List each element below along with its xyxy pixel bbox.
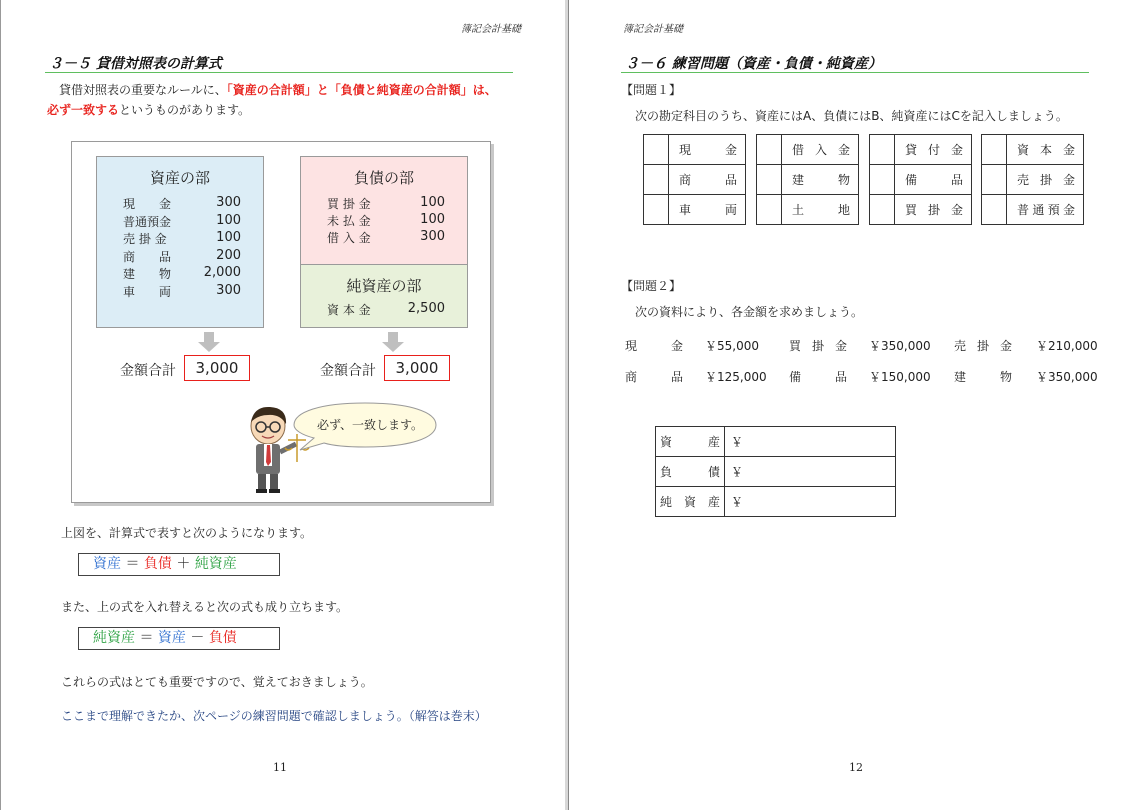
page-number: 11 [273,761,287,774]
answer-cell[interactable] [870,135,895,165]
formula-1 [78,553,280,576]
section-title: ３－５ 貸借対照表の計算式 [49,56,222,72]
formula1-equity: 純資産 [194,556,237,572]
intro-paragraph [47,80,517,120]
figure-row-value: 100 [216,212,241,228]
account-name: 車 両 [679,203,737,217]
speech-text: 必ず、一致します。 [316,418,424,432]
formula-intro: 上図を、計算式で表すと次のようになります。 [61,526,313,540]
right-total-label: 金額合計 [320,363,376,379]
page-number: 12 [849,761,863,774]
answer-label: 資 産 [660,435,720,449]
data-label: 現 金 [625,339,683,353]
figure-row-label: 建 物 [123,267,172,281]
note-2: ここまで理解できたか、次ページの練習問題で確認しましょう。（解答は巻末） [61,709,487,723]
yen-sign: ￥ [731,435,744,449]
answer-amount-cell[interactable] [725,487,896,517]
data-label: 売 掛 金 [954,339,1012,353]
down-arrow-head-icon [382,342,404,352]
data-label: 買 掛 金 [789,339,847,353]
table-row [757,195,859,225]
data-value: ￥55,000 [705,339,759,353]
account-table [756,134,859,225]
table-row [644,195,746,225]
balance-sheet-figure [71,141,491,503]
account-name-cell [669,135,746,165]
account-table [869,134,972,225]
intro-suffix: というものがあります。 [119,103,251,117]
equity-box [300,264,468,328]
data-value: ￥210,000 [1036,339,1098,353]
account-name: 売 掛 金 [1017,173,1075,187]
figure-row-value: 300 [420,229,445,244]
formula2-minus: － [190,630,205,646]
account-name: 貸 付 金 [905,143,963,157]
yen-sign: ￥ [731,495,744,509]
assets-total-label: 金額合計 [120,363,176,379]
right-page [568,0,1139,810]
assets-title: 資産の部 [149,169,210,187]
account-name-cell [1007,195,1084,225]
figure-row-label: 車 両 [123,284,172,299]
account-name: 借 入 金 [792,143,850,157]
formula2-liabilities: 負債 [208,630,237,646]
right-total-value: 3,000 [384,355,450,381]
equity-title: 純資産の部 [346,277,422,295]
liabilities-box [300,156,468,266]
answer-cell[interactable] [870,165,895,195]
down-arrow-icon [204,332,214,342]
account-name: 備 品 [905,173,963,187]
account-name-cell [895,195,972,225]
assets-total-value: 3,000 [184,355,250,381]
formula-2 [78,627,280,650]
account-name: 買 掛 金 [905,203,963,217]
section-title: ３－６ 練習問題（資産・負債・純資産） [625,56,882,72]
q2-text: 次の資料により、各金額を求めましょう。 [635,305,864,319]
answer-amount-cell[interactable] [725,457,896,487]
figure-row [123,230,241,246]
formula1-equals: ＝ [125,556,140,572]
intro-prefix: 貸借対照表の重要なルールに、 [47,83,227,97]
table-row [757,135,859,165]
q1-label: 【問題１】 [621,83,682,97]
answer-cell[interactable] [757,165,782,195]
figure-row-value: 100 [216,230,241,245]
answer-label: 純 資 産 [660,495,720,509]
data-label: 商 品 [625,370,683,384]
assets-box [96,156,264,328]
formula2-equity: 純資産 [93,630,135,646]
table-row [870,135,972,165]
account-name-cell [1007,165,1084,195]
liabilities-title: 負債の部 [353,169,414,187]
yen-sign: ￥ [731,465,744,479]
figure-row [123,213,241,229]
figure-row-label: 現 金 [123,197,172,211]
figure-row [123,265,241,281]
section-rule [621,72,1089,73]
formula1-plus: ＋ [176,556,191,572]
figure-row-value: 300 [216,282,241,298]
down-arrow-head-icon [198,342,220,352]
answer-cell[interactable] [982,135,1007,165]
answer-label-cell [656,427,725,457]
answer-cell[interactable] [644,135,669,165]
figure-row-value: 2,500 [407,301,445,316]
answer-cell[interactable] [982,195,1007,225]
intro-red-2: 必ず一致する [47,103,120,117]
figure-row-value: 200 [216,247,241,263]
running-head: 簿記会計基礎 [461,24,521,35]
account-name: 商 品 [679,173,737,187]
account-name: 現 金 [679,143,737,157]
figure-row [327,212,445,228]
table-row [870,195,972,225]
account-name-cell [895,165,972,195]
answer-row [656,457,896,487]
figure-row-value: 2,000 [203,265,241,280]
answer-cell[interactable] [644,165,669,195]
formula1-liabilities: 負債 [143,556,172,572]
figure-row-label: 未 払 金 [327,214,371,228]
account-name-cell [782,135,859,165]
figure-row-label: 買 掛 金 [327,197,371,211]
table-row [644,135,746,165]
figure-row [327,229,445,245]
figure-row [123,248,241,264]
account-name: 普通預金 [1017,203,1075,217]
account-name-cell [1007,135,1084,165]
formula1-assets: 資産 [93,556,121,572]
figure-row [123,283,241,299]
answer-row [656,427,896,457]
answer-cell[interactable] [982,165,1007,195]
figure-row-value: 300 [216,195,241,210]
data-value: ￥350,000 [1036,370,1098,384]
table-row [644,165,746,195]
account-name-cell [669,195,746,225]
data-value: ￥350,000 [869,339,931,353]
table-row [982,135,1084,165]
account-table [981,134,1084,225]
figure-row-value: 100 [420,212,445,227]
left-page [0,0,567,810]
answer-table [655,426,896,517]
section-rule [45,72,513,73]
table-row [982,165,1084,195]
data-label: 建 物 [954,370,1012,384]
figure-row [327,195,445,211]
account-name-cell [669,165,746,195]
answer-cell[interactable] [757,135,782,165]
figure-row [327,301,445,317]
formula2-intro: また、上の式を入れ替えると次の式も成り立ちます。 [61,600,349,614]
figure-row-label: 借 入 金 [327,231,371,245]
figure-row-label: 資 本 金 [327,303,371,317]
figure-row-label: 売 掛 金 [123,232,167,246]
table-row [757,165,859,195]
down-arrow-icon [388,332,398,342]
account-table [643,134,746,225]
answer-amount-cell[interactable] [725,427,896,457]
figure-row [123,195,241,211]
answer-row [656,487,896,517]
answer-label: 負 債 [660,465,720,479]
q2-label: 【問題２】 [621,279,682,293]
account-name-cell [782,195,859,225]
answer-label-cell [656,487,725,517]
table-row [870,165,972,195]
account-name: 土 地 [792,203,850,217]
account-name: 資 本 金 [1017,143,1075,157]
data-label: 備 品 [789,370,847,384]
data-value: ￥150,000 [869,370,931,384]
answer-cell[interactable] [870,195,895,225]
intro-red-1: 「資産の合計額」と「負債と純資産の合計額」は、 [226,83,497,97]
running-head: 簿記会計基礎 [623,24,683,35]
account-name-cell [895,135,972,165]
account-name: 建 物 [792,173,850,187]
formula2-assets: 資産 [157,630,186,646]
table-row [982,195,1084,225]
answer-cell[interactable] [757,195,782,225]
figure-row-value: 100 [420,195,445,210]
account-name-cell [782,165,859,195]
figure-row-label: 商 品 [123,249,172,264]
note-1: これらの式はとても重要ですので、覚えておきましょう。 [61,675,373,689]
q1-text: 次の勘定科目のうち、資産にはA、負債にはB、純資産にはCを記入しましょう。 [635,109,1068,123]
answer-cell[interactable] [644,195,669,225]
answer-label-cell [656,457,725,487]
data-value: ￥125,000 [705,370,767,384]
figure-row-label: 普通預金 [123,214,172,229]
formula2-equals: ＝ [139,630,154,646]
